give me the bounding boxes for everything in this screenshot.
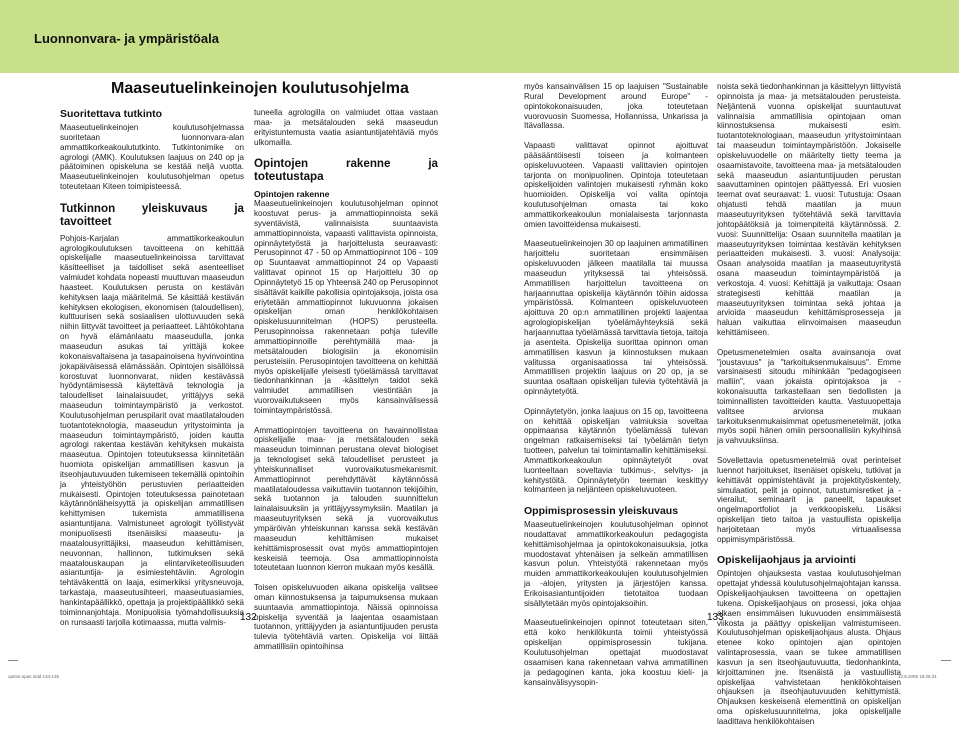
heading-suoritettava-tutkinto: Suoritettava tutkinto [60,108,163,120]
text-column-1 [60,108,244,637]
paragraph-intro: Maaseutuelinkeinojen koulutusohjelmassa suoritetaan luonnonvara-alan ammattikorkeakoulututkinto. Tutkintonimike on agrologi (AMK). Koulutuksen laajuus on 240 op ja päätoiminen opiskeluna se kestää neljä vuotta. Maaseutuelinkeinojen koulutusohjelman opetus toteutetaan Kiteen toimipisteessä. [60,123,244,192]
paragraph-opetusmenetelmat: Opetusmenetelmien osalta avainsanoja ovat "joustavuus" ja "tarkoituksenmukaisuus". Emme varsinaisesti sitoudu mihinkään "pedagogiseen malliin", vaan jokaista opintojaksoa ja -kokonaisuutta tarkastellaan sen tiedollisten ja toiminnallisten tavoitteiden kautta. Vastuuopettaja valitsee arvionsa mukaan tarkoituksenmukaisimmat opetusmenetelmät, jotka myös sopii hänen omiin persoonallisiin kykyihinsä ja vahvuuksiinsa. [717,347,901,446]
heading-ohjaus-arviointi: Opiskelijaohjaus ja arviointi [717,554,856,567]
heading-rakenne: Opintojen rakenne ja toteutustapa [254,157,438,184]
page-title: Maaseutuelinkeinojen koulutusohjelma [111,80,409,97]
paragraph-yleiskuvaus: Pohjois-Karjalan ammattikorkeakoulun agrologikoulutuksen tavoitteena on kehittää opiskelijalle maaseutuelinkeinoissa tarvittavat käsitteelliset ja taidolliset sekä asenteelliset valmiudet kohdata nopeasti muuttuvan maaseudun haasteet. Koulutuksen perusta on kestävän kehityksen laaja määritelmä. Se käsittää kestävän kehityksen ekologisen, ekonomisen (taloudellisen), kulttuurisen sekä sosiaalisen ulottuvuuden sekä niihin liittyvät tavoitteet ja periaatteet. Lähtökohtana on hyvä elämänlaatu maaseudulla, jonka maaseudun asukas tai yrittäjä kokee kokonaisvaltaisena ja tasapainoisena hyvinvointina jokapäiväisessä elämässään. Opintojen sisällöissä korostuvat luonnonvarat, niiden kestävässä hyödyntämisessä käytettävä teknologia ja taloudelliset lainalaisuudet, yrittäjyys sekä maaseudun toimintaympäristö ja verkostot. Koulutusohjelman peruspilarit ovat maatilatalouden tuotantoteknologia, maaseudun yritystoiminta ja maaseudun toimintaympäristö, joiden kautta agrologi rakentaa kestävän kehityksen mukaista maaseutua. Opintojen toteutuksessa kiinnitetään huomiota opiskelijan ammatillisen kasvun ja itseohjautuvuuden tukemiseen tekemällä opintoihin ja yhteistyöhön perustuvien periaatteiden mukaisesti. Opintojen toteutuksessa painotetaan käytännönläheisyyttä ja opiskelijan ammatillisen kehittymisen tukemista ammatillisena asiantuntijana. Valmistuneet agrologit työllistyvät monipuolisesti itsenäisiksi maaseutu- ja maatalousyrittäjiksi, maaseudun kehittämisen, neuvonnan, hallinnon, tutkimuksen sekä maatalouskaupan ja elintarviketeollisuuden asiantuntija- ja esimiestehtäviin. Agrologin tehtäväkenttä on laaja, esimerkiksi yritysneuvoja, tarkastaja, maaseutusihteeri, maaseutuasiamies, hankintapäällikkö, opettaja ja projektipäällikkö sekä toiminnanjohtaja. Monipuolisia työmahdollisuuksia on runsaasti tarjolla kotimaassa, mutta valmis- [60,233,244,627]
page-number-left: 132 [240,612,257,623]
page-number-right: 133 [707,612,724,623]
paragraph-ammattiopinnot: Ammattiopintojen tavoitteena on havainnollistaa opiskelijalle maa- ja metsätalouden sekä maaseudun toiminnan perustana olevat biologiset ja teknologiset sekä taloudelliset perusteet ja yhteiskunnalliset vuorovaikutusmekanismit. Ammattiopinnot perehdyttävät käytännössä maatilataloudessa vaikuttaviin tuotannon tekijöihin, sekä tuotannon ja talouden suunnittelun lainalaisuuksiin ja yrittäjyyssymyksiin. Maatilan ja maaseutuyrityksen sekä ja vuorovaikutus ympäröivän yhteiskunnan kanssa sekä kestävän maaseudun kehittämisen mukaiset kehittämisprosessit ovat myös ammattiopintojen keskeisiä teemoja. Osa ammattiopinnoista toteutetaan luonnon kierron mukaan myös kesällä. [254,425,438,573]
paragraph-sovellettavat: Sovellettavia opetusmenetelmiä ovat perinteiset luennot harjoitukset, itsenäiset opiskelu, tutkivat ja kehittävät oppimistehtävät ja projektityöskentely, simulaatiot, pelit ja opinnot, tutustumisretket ja -vierailut, seminaarit ja paneelit, tapaukset ongelmaportfoliot ja verkkoopiskelu. Lisäksi opiskelijan tieto taitoa ja vastuullista opiskelija harjoitetaan myös virtuaalisessa oppimisympäristössä. [717,455,901,544]
text-column-3 [524,82,708,697]
crop-mark [8,660,18,661]
paragraph-continuation: noista sekä tiedonhankinnan ja käsittelyyn liittyvistä opinnoista ja maa- ja metsätalouden perusteista. Neljäntenä vuonna opiskelijat suuntautuvat valinnaisia ammatillisia opintojaan oman kiinnostuksensa mukaisesti esim. tuotantoteknologiaan, maaseudun yritystoimintaan tai maaseudun toimintaympäristöön. Jokaiselle opiskeluvuodelle on määritelty tietty teema ja osaamistavoite, tavoitteena maa- ja metsätalouden sekä maaseudun asiantuntijuuden perustan saavuttaminen opintojen päättyessä. Eri vuosien teemat ovat seuraavat: 1. vuosi: Tutustuja: Osaan ohjatusti tehdä maatilan ja muun maaseutuyrityksen työtehtäviä sekä tarvittavia johtopäätöksiä ja toimenpiteitä käytännössä. 2. vuosi: Suunnittelija: Osaan suunnitella maatilan ja maaseutuyrityksen toimintaa kestävän kehityksen periaatteiden mukaisesti. 3. vuosi: Analysoija: Osaan analysoida maatilan ja maaseutuyritystä osana maaseudun toimintaympäristöä ja verkostoja. 4. vuosi: Kehittäjä ja vaikuttaja: Osaan strategisesti kehittää maatilan ja maaseutuyrityksen toimintaa sekä johtaa ja arvioida maaseudun kehittämisprosesseja ja haluan vaikuttaa elinvoimaisen maaseudun kehittämiseen. [717,82,902,338]
header-band [0,0,959,73]
paragraph-continuation: myös kansainvälisen 15 op laajuisen "Sustainable Rural Development around Europe" -opintokokonaisuuden, joka toteutetaan vuorovuosin Suomessa, Hollannissa, Unkarissa ja Itävallassa. [524,82,708,131]
crop-mark [941,660,951,661]
paragraph-opinnaytetyo: Opinnäytetyön, jonka laajuus on 15 op, tavoitteena on kehittää opiskelijan valmiuksia soveltaa oppimaansa käytännön työelämässä tulevan ongelman ratkaisemiseksi tai työelämän tietyn tuotteen, palvelun tai toimintamallin kehittämiseksi. Ammattikorkeakoulun opinnäytetyöt ovat luonteeltaan soveltavia tutkimus-, selvitys- ja kehitystöitä. Opinnäytetyön teeman keskittyy kolmanteen ja neljänteen opiskeluvuoteen. [524,406,708,495]
print-footer-left: opinto-opas.indd 134-135 [8,674,60,679]
subheading-rakenne: Opintojen rakenne [254,189,330,200]
heading-yleiskuvaus: Tutkinnon yleiskuvaus ja tavoitteet [60,201,244,228]
paragraph-ohjaus: Opintojen ohjauksesta vastaa koulutusohjelman opettajat yhdessä koulutusohjelmajohtajan kanssa. Opiskelijaohjauksen tavoitteena on opettajien tukena. Opiskelijaohjaus on prosessi, joka ohjaa alkaen ensimmäisen lukuvuoden ensimmäisestä viikosta ja päättyy opiskelijan valmistumiseen. Koulutusohjelman opiskelijaohjaus alusta. Ohjaus etenee koko opintojen ajan opintojen valintaprosessia, vaan se tukee ammatillisen kasvun ja sen itseohjautuvuutta, tiedonhankinta, kirjoittaminen jne. Itsenäistä ja vastuullista opiskelijaa vahvistetaan henkilökohtaisen ohjauksen ja itseohjautuvuuden kehittymistä. Ohjauksen keskeisenä elementtinä on opiskelijan oma opiskelusuunnitelma, joka opiskelijalle laadittava henkilökohtaisen [717,569,901,727]
section-header-title: Luonnonvara- ja ympäristöala [34,31,219,46]
print-footer-right: 12.8.2008 15:26:31 [898,674,937,679]
paragraph-vapaasti-valittavat: Vapaasti valittavat opinnot ajoittuvat pääsääntöisesti toiseen ja kolmanteen opiskeluvuoteen. Vapaasti valittavien opintojen tarjonta on monipuolinen. Opintoja toteutetaan opiskelijoiden valintojen mukaisesti ryhmän koko huomioiden. Opiskelija voi valita opintoja koulutusohjelman omasta tai koko ammattikorkeakoulun monialaisesta tarjonnasta omien tavoitteidensa mukaisesti. [524,141,708,229]
heading-oppimisprosessi: Oppimisprosessin yleiskuvaus [524,505,679,518]
paragraph-toteutus: Maaseutuelinkeinojen opinnot toteutetaan siten, että koko henkilökunta toimii yhteistyössä opiskelijan oppimisprosessin tukijana. Koulutusohjelman opettajat muodostavat osaamisen kana rakennetaan vahva ammatillinen ja pedagoginen kanta, joka koostuu kieli- ja kansainvälisyysopin- [524,618,708,687]
paragraph-continuation: tuneella agrologilla on valmiudet ottaa vastaan maa- ja metsätalouden sekä maaseudun erityistuntemusta vaatia asiantuntijatehtäviä myös ulkomailla. [254,108,438,147]
paragraph-toisen-vuoden: Toisen opiskeluvuoden aikana opiskelija valitsee oman kiinnostuksensa ja taipumuksensa mukaan suuntaavia ammattiopintoja. Näissä opinnoissa opiskelija syventää ja laajentaa osaamistaan tuotannon, yrittäjyyden ja asiantuntijuuden perusta tulevia työtehtäviä varten. Opiskelija voi liittää ammatillisiin opintoihinsa [254,582,438,652]
paragraph-rakenne: Maaseutuelinkeinojen koulutusohjelman opinnot koostuvat perus- ja ammattiopinnoista sekä syventävistä, valinnaisista suuntaavista ammattiopinnoista, vapaasti valittavista opinnoista, opinnäytetyöstä ja harjoittelusta seuraavasti: Perusopinnot 47 - 50 op Ammattiopinnot 106 - 109 op Suuntaavat ammattiopinnot 24 op Vapaasti valittavat opinnot 15 op Harjoittelu 30 op Opinnäytetyö 15 op Yhteensä 240 op Perusopinnot sisältävät kaikille pakollisia opintojaksoja, joista osa eriytetään ammattiopinnot lukuvuonna jokaisen opiskelijan oman henkilökohtaisen opiskelusuunnitelman (HOPS) perusteella. Perusopinnoissa rakennetaan pohja tuleville ammattiopinnoille perehtymällä maa- ja metsätalouden biologisiin ja ekonomisiin perusteisiin. Perusopintojen tavoitteena on kehittää myös opiskelijalle yleisesti työelämässä tarvittavat tiedonhankinnan ja -käsittelyn taidot sekä valmiudet ammatillisen viestintään ja vuorovaikutukseen myös kansainvälisessä toimintaympäristössä. [254,199,439,415]
text-column-4 [717,82,901,737]
text-column-2 [254,108,438,662]
paragraph-oppimisprosessi: Maaseutuelinkeinojen koulutusohjelman opinnot noudattavat ammattikorkeakoulun pedagogista kehittämisohjelmaa ja opintokokonaisuuksia, jotka muodostavat yhtenäisen ja selkeän ammatillisen kasvun polun. Yhteistyötä rakennetaan myös muiden ammattikorkeakoulujen koulutusohjelmien ja -alojen, yritysten ja järjestöjen kanssa. Erikoisasiantuntijoiden tietotaitoa tuodaan sisällytetään myös opintojaksoihin. [524,520,708,608]
paragraph-harjoittelu: Maaseutuelinkeinojen 30 op laajuinen ammatillinen harjoittelu suoritetaan ensimmäisen opiskeluvuoden jälkeen maatilalla tai muussa maaseudun yrityksessä tai yhteisössä. Ammatillisen harjoittelun tavoitteena on harjaannuttaa opiskelija käytännön töihin aidossa ympäristössä. Kolmanteen opiskeluvuoteen ajoittuva 20 op:n ammatillinen projekti laajentaa agrologiopiskelijan työelämäyhteyksiä sekä harjaannuttaa työelämässä tarvittavia tietoja, taitoja ja asenteita. Opiskelija suorittaa opinnon oman ammatillisen kasvun ja kiinnostuksen mukaan valitussa organisaatiossa tai yhteisössä. Ammatillisen projektin laajuus on 20 op, ja se suuntaa osaltaan opiskelijan tulevia työtehtäviä ja opinnäytetyötä. [524,239,709,397]
